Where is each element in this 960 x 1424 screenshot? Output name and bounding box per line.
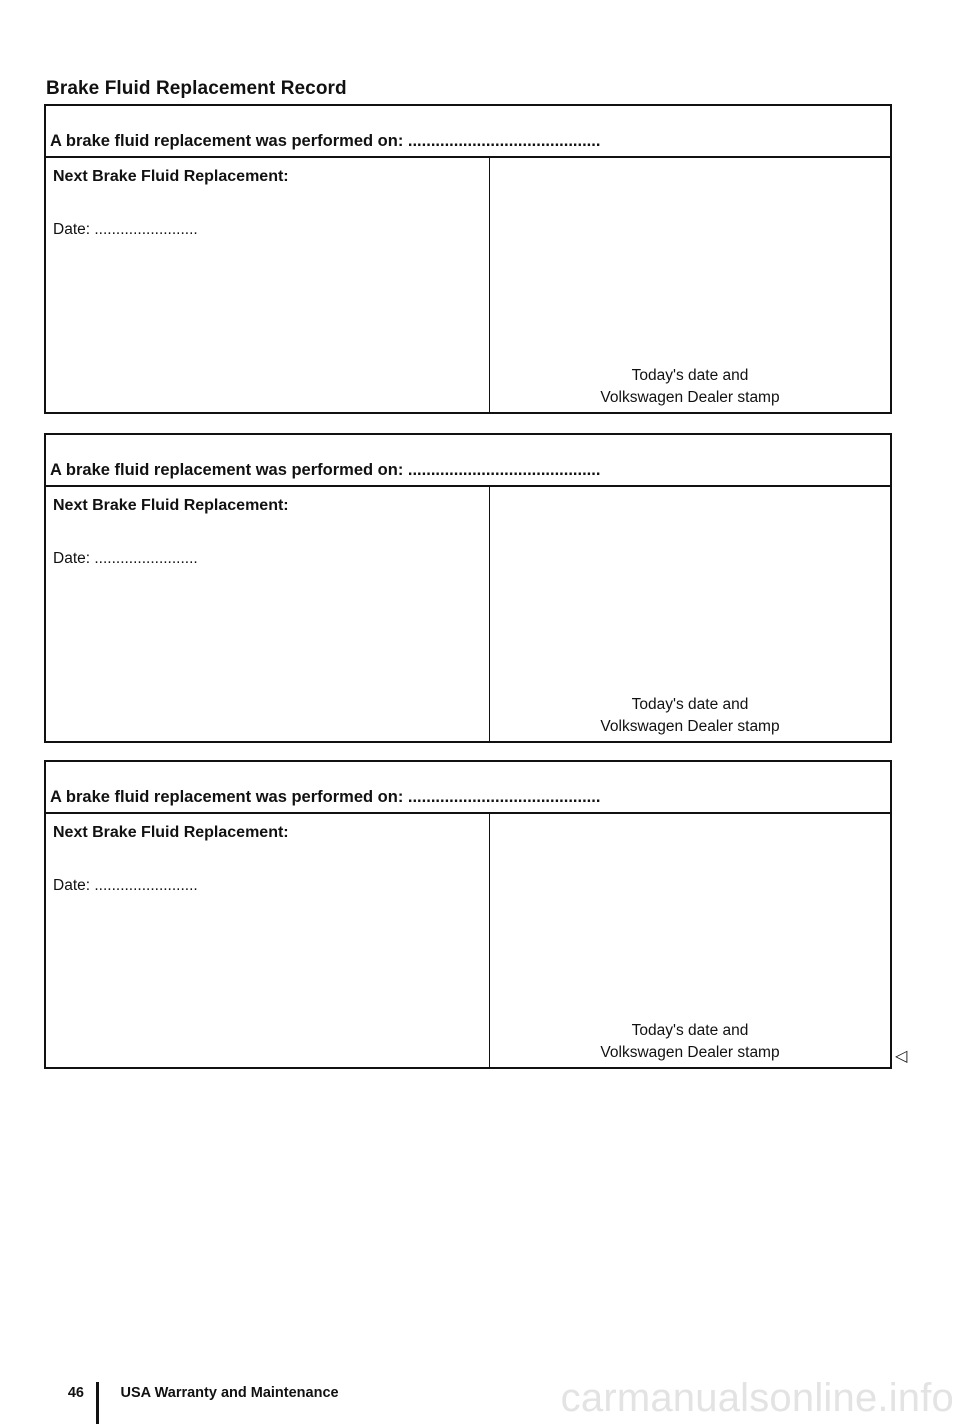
record-body bbox=[46, 814, 890, 1067]
stamp-caption-line1: Today's date and bbox=[631, 1022, 749, 1039]
date-line: Date: ........................ bbox=[53, 877, 198, 894]
page-number: 46 bbox=[67, 1385, 84, 1401]
next-replacement-label: Next Brake Fluid Replacement: bbox=[53, 168, 289, 185]
next-replacement-label: Next Brake Fluid Replacement: bbox=[53, 824, 289, 841]
page-footer bbox=[60, 1372, 339, 1414]
performed-on-line: A brake fluid replacement was performed on: .......................................... bbox=[46, 762, 890, 814]
next-replacement-cell bbox=[46, 158, 490, 412]
footer-divider bbox=[96, 1382, 99, 1424]
page-title: Brake Fluid Replacement Record bbox=[46, 78, 347, 99]
stamp-caption-line1: Today's date and bbox=[631, 696, 749, 713]
next-replacement-cell bbox=[46, 814, 490, 1067]
dealer-stamp-cell bbox=[490, 487, 890, 741]
record-body bbox=[46, 158, 890, 412]
stamp-caption-line1: Today's date and bbox=[631, 367, 749, 384]
stamp-caption-line2: Volkswagen Dealer stamp bbox=[600, 1044, 780, 1061]
watermark: carmanualsonline.info bbox=[560, 1376, 954, 1420]
stamp-caption-line2: Volkswagen Dealer stamp bbox=[600, 718, 780, 735]
next-replacement-label: Next Brake Fluid Replacement: bbox=[53, 497, 289, 514]
record-body bbox=[46, 487, 890, 741]
performed-on-line: A brake fluid replacement was performed on: .......................................... bbox=[46, 106, 890, 158]
date-line: Date: ........................ bbox=[53, 550, 198, 567]
footer-section-title: USA Warranty and Maintenance bbox=[120, 1385, 339, 1401]
next-replacement-cell bbox=[46, 487, 490, 741]
dealer-stamp-cell bbox=[490, 814, 890, 1067]
stamp-caption-line2: Volkswagen Dealer stamp bbox=[600, 389, 780, 406]
section-end-marker-icon: ◁ bbox=[895, 1048, 908, 1065]
replacement-record-2 bbox=[44, 433, 892, 743]
dealer-stamp-cell bbox=[490, 158, 890, 412]
replacement-record-3 bbox=[44, 760, 892, 1069]
replacement-record-1 bbox=[44, 104, 892, 414]
performed-on-line: A brake fluid replacement was performed on: .......................................... bbox=[46, 435, 890, 487]
date-line: Date: ........................ bbox=[53, 221, 198, 238]
